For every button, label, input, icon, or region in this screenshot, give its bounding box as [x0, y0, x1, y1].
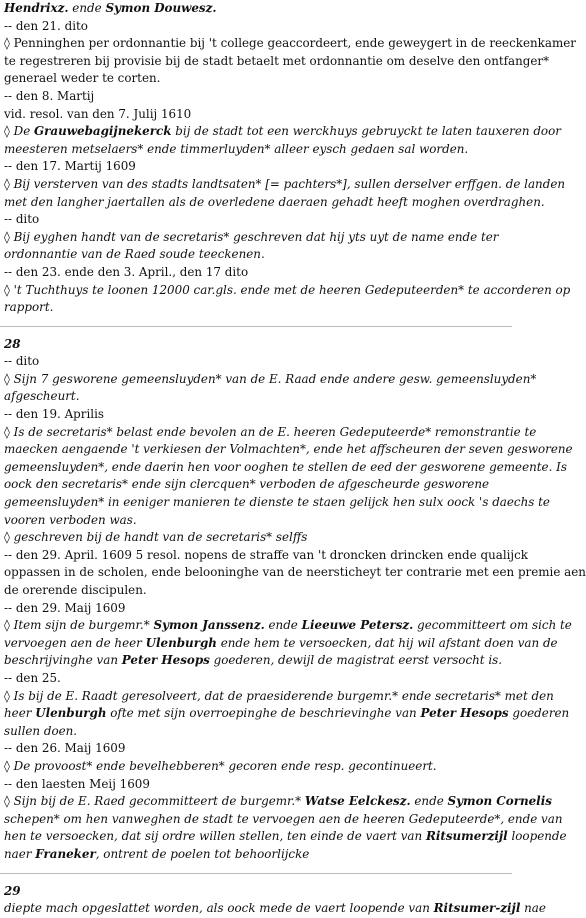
- text-segment: ◊ De: [4, 124, 35, 139]
- text-line: [4, 246, 508, 264]
- text-segment: de orerende discipulen.: [4, 583, 147, 597]
- text-segment: ofte met sijn overroepinghe de beschrievinghe van: [106, 706, 421, 721]
- text-segment: -- dito: [4, 212, 40, 227]
- text-segment: meesteren metselaers* ende timmerluyden* alleer eysch gedaen sal worden.: [4, 141, 469, 156]
- text-segment: hen te versoecken, dat sij ordre willen stellen, ten einde de vaert van: [4, 829, 426, 844]
- text-line: [4, 106, 508, 124]
- text-line: [4, 705, 570, 723]
- text-line: [4, 811, 563, 829]
- text-segment: ◊ Is de secretaris* belast ende bevolen an de E. heeren Gedeputeerde* remonstrantie te: [4, 424, 537, 439]
- text-segment: -- den 23. ende den 3. April., den 17 dito: [4, 264, 249, 279]
- text-line: [4, 512, 508, 530]
- text-segment: ◊ De provoost* ende bevelhebberen* gecoren ende resp. gecontinueert.: [4, 758, 437, 773]
- text-line: [4, 229, 508, 247]
- text-segment: ende: [68, 1, 106, 15]
- text-segment: ◊ Item sijn de burgemr.*: [4, 618, 154, 633]
- text-line: [4, 476, 508, 494]
- name-highlight: Lieeuwe Petersz.: [301, 618, 414, 633]
- text-line: [4, 547, 528, 565]
- text-segment: nae: [520, 901, 546, 916]
- name-highlight: Grauwebagijnekerck: [34, 124, 172, 139]
- text-line: [4, 635, 558, 653]
- text-line: [4, 846, 508, 864]
- text-line: [4, 18, 508, 36]
- text-segment: goederen, dewijl de magistrat eerst versocht is.: [209, 653, 503, 668]
- text-segment: rapport.: [4, 300, 54, 315]
- text-segment: ◊ Sijn 7 gesworene gemeensluyden* van de E. Raad ende andere gesw. gemeensluyden*: [4, 371, 537, 386]
- text-line: [4, 424, 537, 442]
- text-segment: oock den secretaris* ende sijn clercquen* verboden de afgescheurde gesworene: [4, 477, 490, 492]
- text-line: [4, 652, 508, 670]
- text-line: [4, 494, 550, 512]
- text-line: [4, 723, 508, 741]
- text-segment: -- den 29. April. 1609 5 resol. nopens de straffe van 't droncken drincken ende qualijck: [4, 547, 528, 562]
- text-line: [4, 388, 508, 406]
- page-divider: [0, 326, 512, 327]
- text-segment: ◊ Sijn bij de E. Raed gecommitteert de burgemr.*: [4, 794, 305, 809]
- text-segment: vid. resol. van den 7. Julij 1610: [4, 106, 192, 121]
- text-segment: gecommitteert om sich te: [413, 618, 572, 633]
- name-highlight: Hendrixz.: [4, 1, 69, 15]
- name-highlight: Franeker: [35, 846, 96, 861]
- text-segment: ende: [410, 794, 448, 809]
- text-segment: ◊ Penninghen per ordonnantie bij 't college geaccordeert, ende geweygert in de reeckenkamer: [4, 36, 576, 51]
- text-line: [4, 211, 508, 229]
- text-segment: gemeensluyden*, ende daerin hen voor ooghen te stellen de eed der gesworene gemeente. Is: [4, 459, 567, 474]
- text-segment: -- den 25.: [4, 670, 61, 685]
- text-segment: vervoegen aen de heer: [4, 635, 146, 650]
- text-segment: ◊ geschreven bij de handt van de secretaris* selffs: [4, 530, 308, 545]
- text-line: [4, 459, 567, 477]
- text-segment: -- den 26. Maij 1609: [4, 741, 126, 756]
- text-segment: afgescheurt.: [4, 389, 80, 404]
- text-segment: schepen* om hen vanweghen de stadt te vervoegen aen de heeren Gedeputeerde*, ende van: [4, 811, 563, 826]
- text-line: [4, 406, 508, 424]
- text-line: [4, 0, 508, 18]
- text-line: [4, 670, 508, 688]
- text-segment: ende hem te versoecken, dat hij wil afstant doen van de: [216, 635, 558, 650]
- text-line: [4, 53, 550, 71]
- name-highlight: Symon Douwesz.: [105, 1, 217, 15]
- text-segment: generael weder te corten.: [4, 71, 161, 86]
- text-line: [4, 900, 546, 918]
- name-highlight: Symon Janssenz.: [153, 618, 265, 633]
- text-line: [4, 371, 537, 389]
- text-line: [4, 441, 573, 459]
- text-line: [4, 88, 508, 106]
- name-highlight: Ritsumerzijl: [425, 829, 508, 844]
- text-segment: -- den 17. Martij 1609: [4, 159, 136, 174]
- text-line: [4, 688, 554, 706]
- text-line: [4, 740, 508, 758]
- text-segment: beschrijvinghe van: [4, 653, 122, 668]
- text-line: [4, 194, 545, 212]
- text-line: [4, 282, 571, 300]
- text-segment: diepte mach opgeslattet worden, als oock mede de vaert loopende van: [4, 901, 434, 916]
- text-segment: -- den 19. Aprilis: [4, 407, 104, 422]
- section-spacer: [4, 317, 508, 326]
- text-segment: ◊ Bij versterven van des stadts landtsaten* [= pachters*], sullen derselver erffgen. de landen: [4, 176, 566, 191]
- text-segment: ◊ Bij eyghen handt van de secretaris* geschreven dat hij yts uyt de name ende ter: [4, 229, 499, 244]
- text-segment: loopende: [507, 829, 567, 844]
- text-line: [4, 758, 508, 776]
- text-segment: -- den 29. Maij 1609: [4, 600, 126, 615]
- text-line: [4, 353, 508, 371]
- page-number: 29: [4, 883, 21, 898]
- name-highlight: Ulenburgh: [145, 635, 217, 650]
- text-segment: ende: [264, 618, 302, 633]
- text-line: [4, 123, 561, 141]
- name-highlight: Peter Hesops: [420, 706, 509, 721]
- text-line: [4, 176, 566, 194]
- text-line: [4, 70, 508, 88]
- text-segment: maecken aengaende 't verkiesen der Volmachten*, ende het affscheuren der seven gesworene: [4, 442, 573, 457]
- text-line: [4, 776, 508, 794]
- text-segment: -- dito: [4, 354, 40, 369]
- text-line: [4, 617, 572, 635]
- text-segment: naer: [4, 846, 36, 861]
- page-number: 28: [4, 336, 21, 351]
- text-line: [4, 529, 508, 547]
- text-segment: -- den 21. dito: [4, 18, 88, 33]
- text-line: [4, 793, 552, 811]
- text-line: [4, 299, 508, 317]
- page-divider: [0, 873, 512, 874]
- name-highlight: Ulenburgh: [35, 706, 107, 721]
- text-segment: gemeensluyden* in eeniger manieren te dienste te staen gelijck hen sulx oock 's daechs te: [4, 495, 550, 510]
- text-segment: ◊ 't Tuchthuys te loonen 12000 car.gls. ende met de heeren Gedeputeerden* te accorderen op: [4, 282, 571, 297]
- text-line: [4, 883, 508, 901]
- text-line: [4, 564, 586, 582]
- text-segment: , ontrent de poelen tot behoorlijcke: [95, 846, 310, 861]
- text-line: [4, 141, 508, 159]
- text-segment: -- den laesten Meij 1609: [4, 776, 150, 791]
- name-highlight: Ritsumer-zijl: [433, 901, 521, 916]
- text-segment: goederen: [508, 706, 570, 721]
- text-line: [4, 35, 576, 53]
- text-line: [4, 828, 567, 846]
- text-segment: oppassen in de scholen, ende belooninghe van de neersticheyt ter contrarie met een premie aen: [4, 565, 586, 580]
- text-line: [4, 336, 508, 354]
- name-highlight: Watse Eelckesz.: [304, 794, 411, 809]
- text-segment: met den langher jaertallen als de overledene daeraen gehadt heeft moghen overdraghen.: [4, 194, 545, 209]
- text-line: [4, 158, 508, 176]
- text-line: [4, 582, 508, 600]
- text-segment: -- den 8. Martij: [4, 88, 95, 103]
- text-segment: sullen doen.: [4, 723, 78, 738]
- text-segment: vooren verboden was.: [4, 512, 137, 527]
- text-segment: heer: [4, 706, 36, 721]
- text-segment: te regestreren bij provisie bij de stadt betaelt met ordonnantie om deselve den ontfanger*: [4, 53, 550, 68]
- text-segment: ordonnantie van de Raed soude teeckenen.: [4, 247, 265, 262]
- text-segment: bij de stadt tot een werckhuys gebruyckt te laten tauxeren door: [171, 124, 561, 139]
- name-highlight: Symon Cornelis: [447, 794, 552, 809]
- text-line: [4, 264, 508, 282]
- section-spacer: [4, 864, 508, 873]
- text-line: [4, 600, 508, 618]
- name-highlight: Peter Hesops: [121, 653, 210, 668]
- text-segment: ◊ Is bij de E. Raadt geresolveert, dat de praesiderende burgemr.* ende secretaris* met den: [4, 688, 554, 703]
